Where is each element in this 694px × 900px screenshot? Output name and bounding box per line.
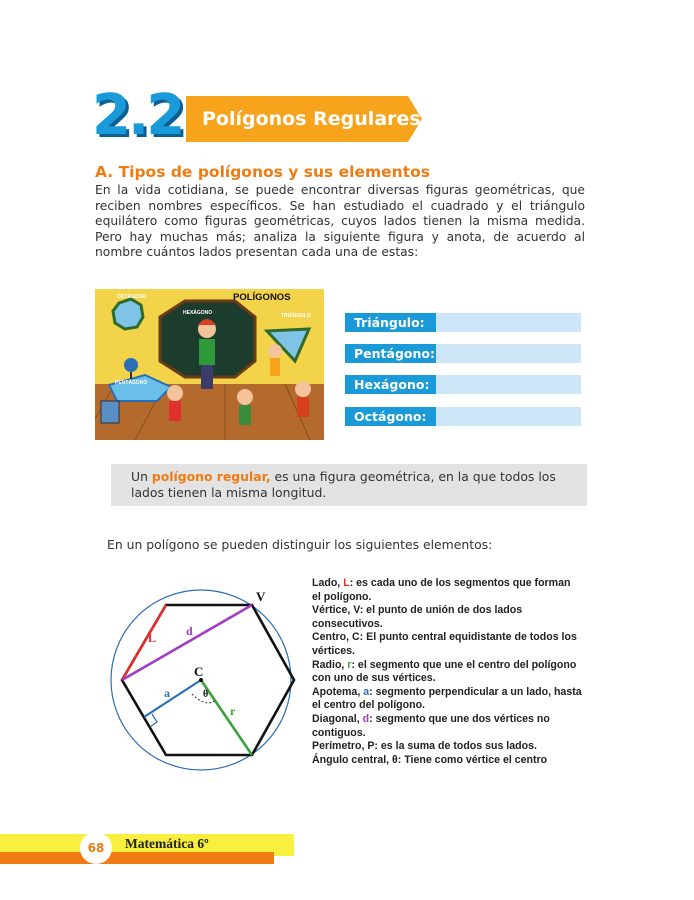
apothem-segment (144, 680, 201, 717)
book-title: Matemática 6º (125, 836, 209, 851)
right-angle-mark (150, 714, 157, 727)
label-hexagon: HEXÁGONO (183, 310, 213, 316)
legend-item-side: Lado, L: es cada uno de los segmentos que forman el polígono. (312, 577, 571, 603)
legend-item-apothem: Apotema, a: segmento perpendicular a un lado, hasta el centro del polígono. (312, 685, 582, 712)
legend-item-perimeter: Perímetro, P: es la suma de todos sus lados. (312, 740, 537, 753)
fill-label: Octágono: (345, 407, 436, 426)
apothem-label: a (164, 686, 170, 700)
fill-row-pentagon (345, 344, 581, 363)
radius-segment (201, 680, 252, 755)
label-triangle: TRIÁNGULO (281, 313, 311, 319)
subsection-title: A. Tipos de polígonos y sus elementos (95, 163, 430, 181)
definition-prefix: Un (131, 469, 152, 484)
answer-field-triangle[interactable] (438, 313, 581, 332)
elements-legend (312, 577, 582, 767)
hexagon-shape (122, 605, 294, 755)
answer-field-hexagon[interactable] (438, 375, 581, 394)
hexagon-diagram (110, 580, 300, 775)
legend-item-central-angle: Ángulo central, θ: Tiene como vértice el centro (312, 753, 548, 766)
vertex-label: V (256, 589, 266, 604)
center-label: C (194, 664, 204, 679)
fill-label: Hexágono: (345, 375, 436, 394)
legend-item-vertex: Vértice, V: el punto de unión de dos lados consecutivos. (312, 604, 523, 630)
intro-paragraph: En la vida cotidiana, se puede encontrar diversas figuras geométricas, que reciben nombres específicos. Se han estudiado el cuadrado y el triángulo equilátero como figuras geométricas, cuyos lados tienen la misma medida. Pero hay muchas más; analiza la siguiente figura y anota, de acuerdo al nombre cuántos lados presentan cada una de estas: (95, 183, 585, 259)
legend-item-center: Centro, C: El punto central equidistante de todos los vértices. (312, 631, 577, 657)
illustration-title: POLÍGONOS (233, 292, 291, 303)
label-pentagon: PENTÁGONO (115, 380, 148, 386)
fill-label: Triángulo: (345, 313, 436, 332)
diagonal-segment (122, 605, 252, 680)
legend-item-diagonal: Diagonal, d: segmento que une dos vértices no contiguos. (312, 712, 550, 739)
side-label: L (148, 631, 157, 645)
elements-intro: En un polígono se pueden distinguir los siguientes elementos: (107, 537, 493, 552)
answer-field-octagon[interactable] (438, 407, 581, 426)
classroom-illustration (95, 289, 324, 440)
page-title: Polígonos Regulares (202, 108, 421, 130)
definition-box (105, 464, 587, 506)
legend-item-radius: Radio, r: el segmento que une el centro del polígono con uno de sus vértices. (312, 658, 577, 685)
diagonal-label: d (186, 624, 193, 638)
angle-label: θ (203, 689, 209, 700)
page-number: 68 (80, 832, 112, 864)
section-number: 2.2 (92, 83, 183, 148)
section-title-banner (186, 96, 422, 142)
hexagon-elements-figure (110, 580, 300, 775)
footer-orange-band (0, 852, 274, 864)
radius-label: r (230, 704, 236, 718)
fill-row-triangle (345, 313, 581, 332)
definition-term: polígono regular, (151, 469, 271, 484)
label-octagon: OCTÁGONO (117, 294, 147, 300)
fill-row-octagon (345, 407, 581, 426)
definition-text: es una figura geométrica, en la que todos los lados tienen la misma longitud. (131, 469, 556, 500)
fill-row-hexagon (345, 375, 581, 394)
fill-label: Pentágono: (345, 344, 436, 363)
answer-field-pentagon[interactable] (438, 344, 581, 363)
